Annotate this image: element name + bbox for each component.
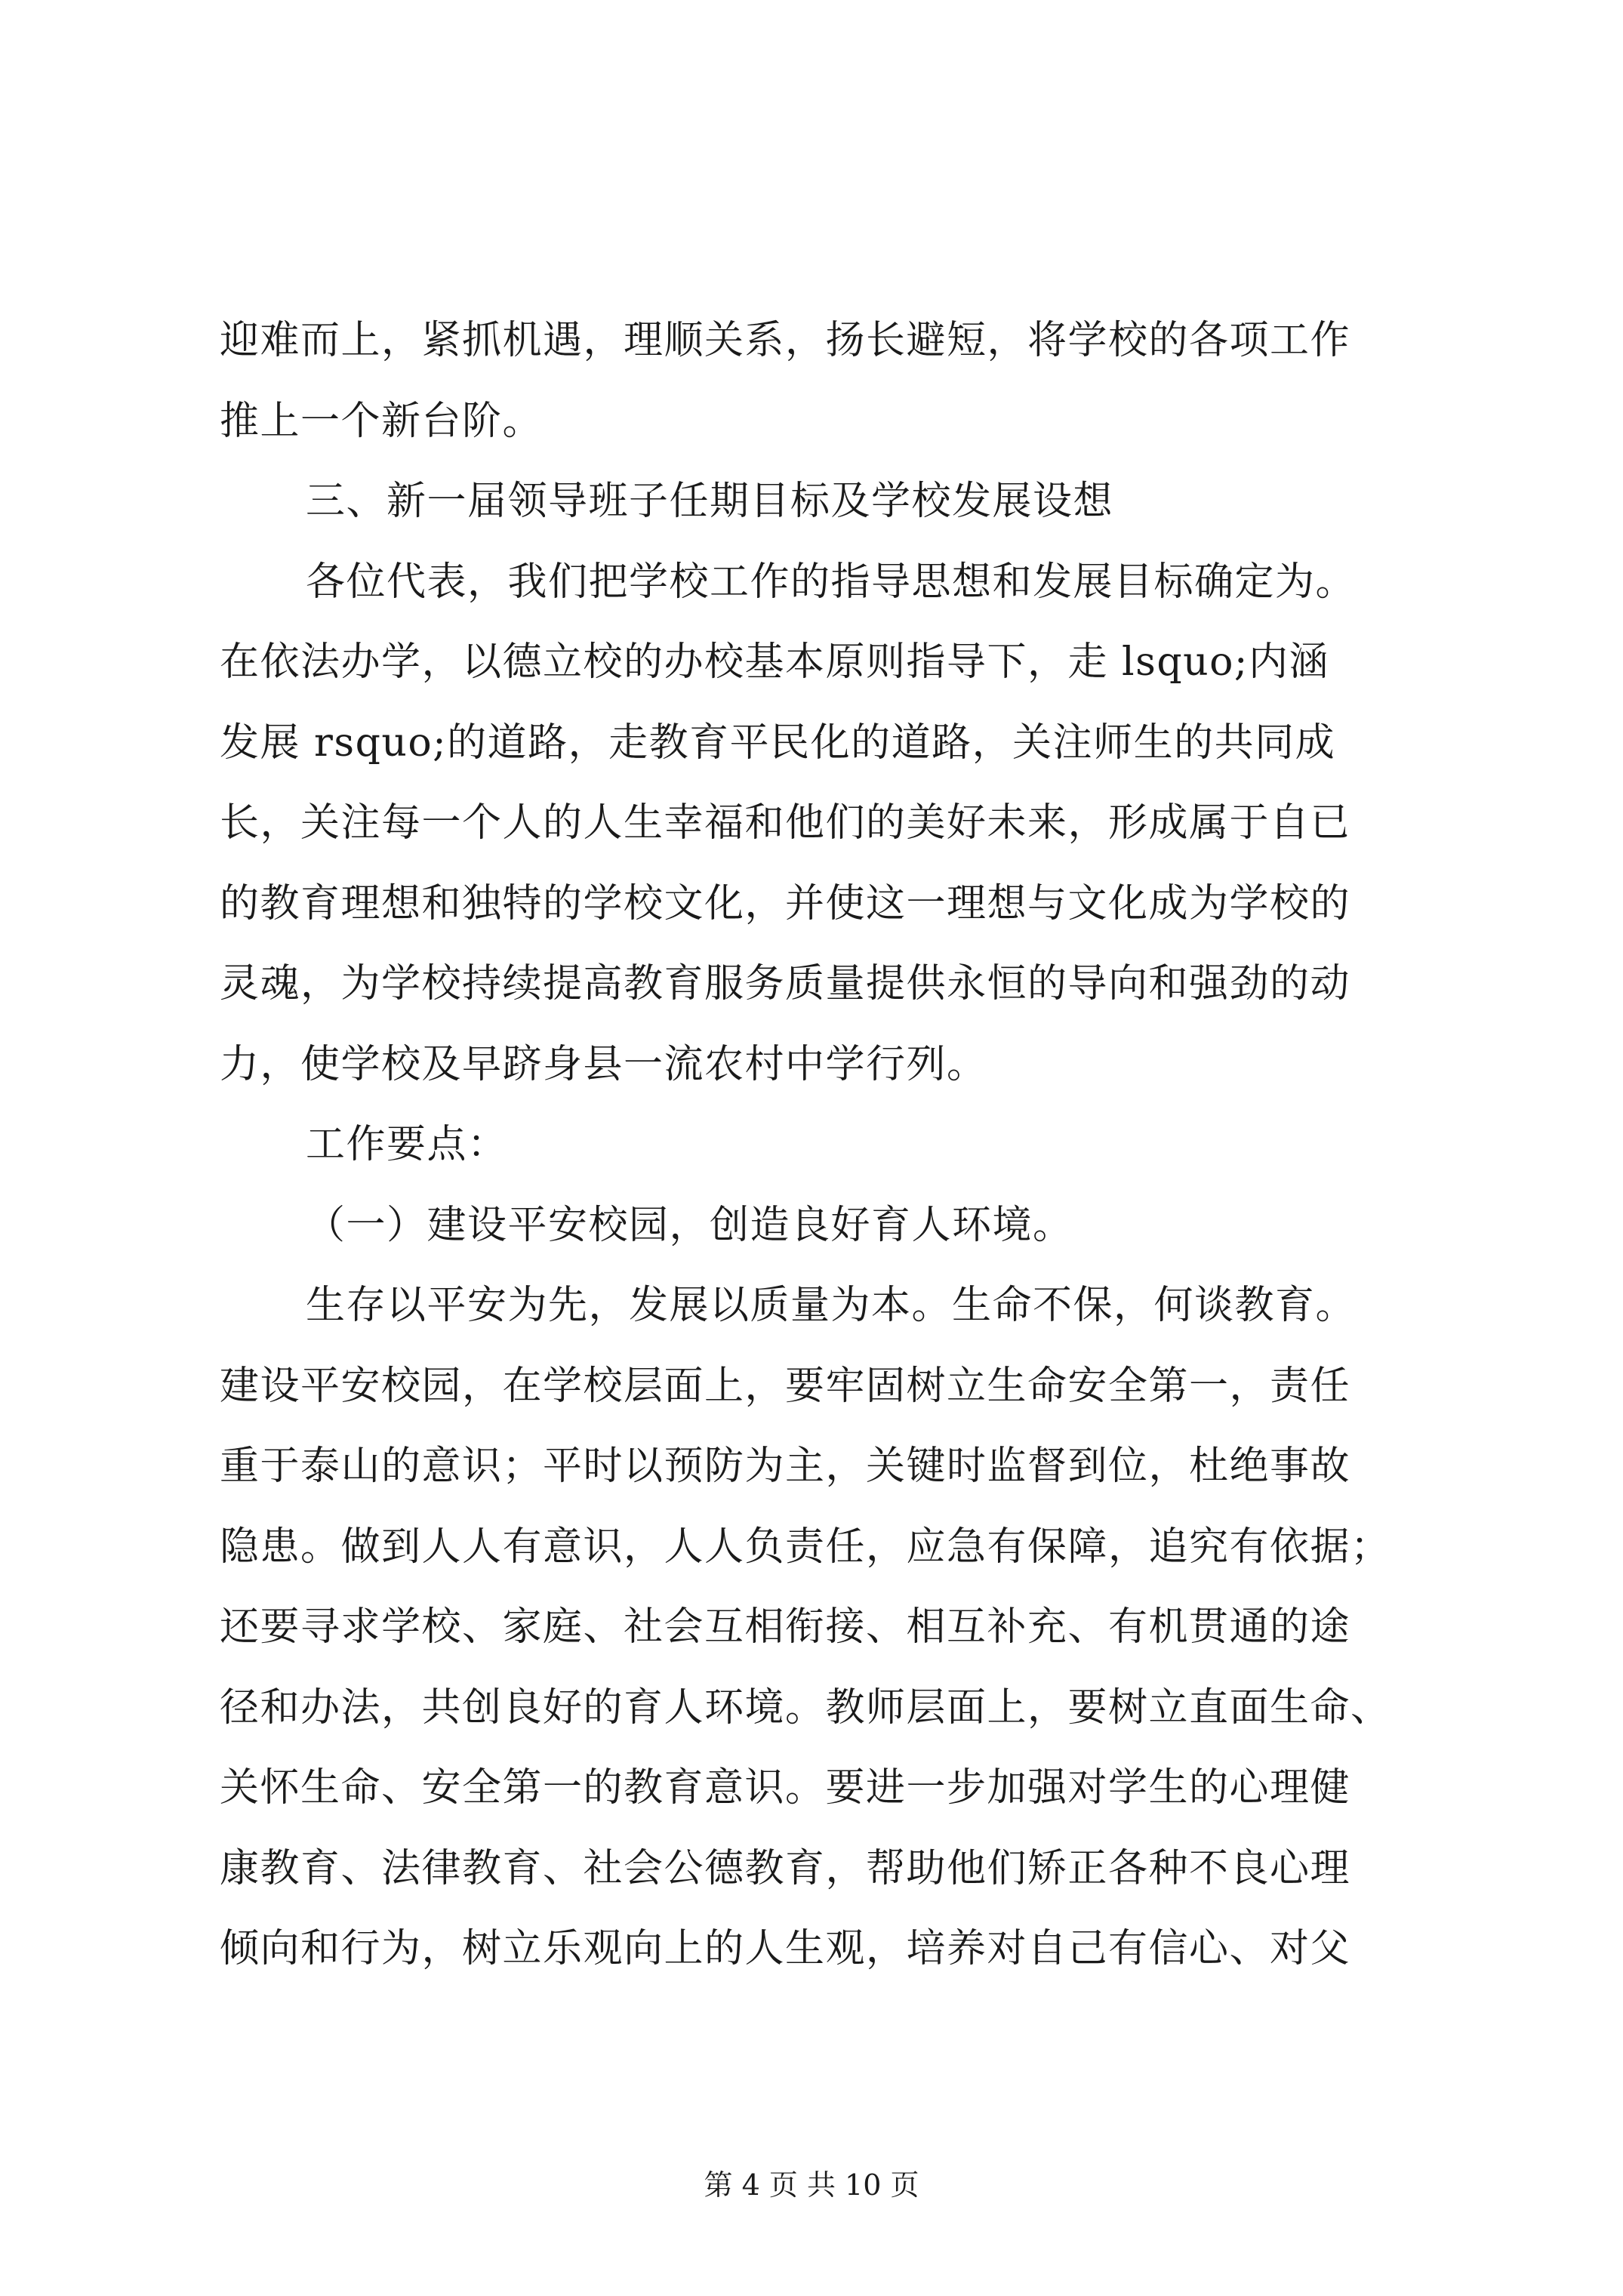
text-line: 在依法办学，以德立校的办校基本原则指导下，走 lsquo;内涵	[220, 639, 1329, 685]
text-line: （一）建设平安校园，创造良好育人环境。	[306, 1202, 1073, 1248]
text-line: 各位代表，我们把学校工作的指导思想和发展目标确定为。	[306, 559, 1357, 605]
text-line: 发展 rsquo;的道路，走教育平民化的道路，关注师生的共同成	[220, 720, 1336, 766]
text-line: 关怀生命、安全第一的教育意识。要进一步加强对学生的心理健	[220, 1765, 1351, 1811]
text-line: 力，使学校及早跻身县一流农村中学行列。	[220, 1041, 987, 1087]
text-line: 建设平安校园，在学校层面上，要牢固树立生命安全第一，责任	[220, 1363, 1351, 1409]
text-line: 工作要点：	[306, 1122, 508, 1167]
text-line: 隐患。做到人人有意识，人人负责任，应急有保障，追究有依据；	[220, 1524, 1391, 1570]
text-line: 的教育理想和独特的学校文化，并使这一理想与文化成为学校的	[220, 880, 1351, 926]
text-line: 倾向和行为，树立乐观向上的人生观，培养对自己有信心、对父	[220, 1926, 1351, 1971]
text-line: 迎难而上，紧抓机遇，理顺关系，扬长避短，将学校的各项工作	[220, 318, 1351, 363]
text-line: 康教育、法律教育、社会公德教育，帮助他们矫正各种不良心理	[220, 1845, 1351, 1891]
text-line: 径和办法，共创良好的育人环境。教师层面上，要树立直面生命、	[220, 1684, 1391, 1730]
text-line: 三、新一届领导班子任期目标及学校发展设想	[306, 479, 1114, 524]
text-line: 重于泰山的意识；平时以预防为主，关键时监督到位，杜绝事故	[220, 1444, 1351, 1489]
text-line: 生存以平安为先，发展以质量为本。生命不保，何谈教育。	[306, 1283, 1357, 1328]
text-line: 推上一个新台阶。	[220, 398, 544, 444]
text-line: 长，关注每一个人的人生幸福和他们的美好未来，形成属于自已	[220, 800, 1351, 846]
page-footer: 第 4 页 共 10 页	[704, 2168, 919, 2202]
text-line: 还要寻求学校、家庭、社会互相衔接、相互补充、有机贯通的途	[220, 1604, 1351, 1650]
document-body	[220, 300, 1435, 1989]
text-line: 灵魂，为学校持续提高教育服务质量提供永恒的导向和强劲的动	[220, 961, 1351, 1006]
